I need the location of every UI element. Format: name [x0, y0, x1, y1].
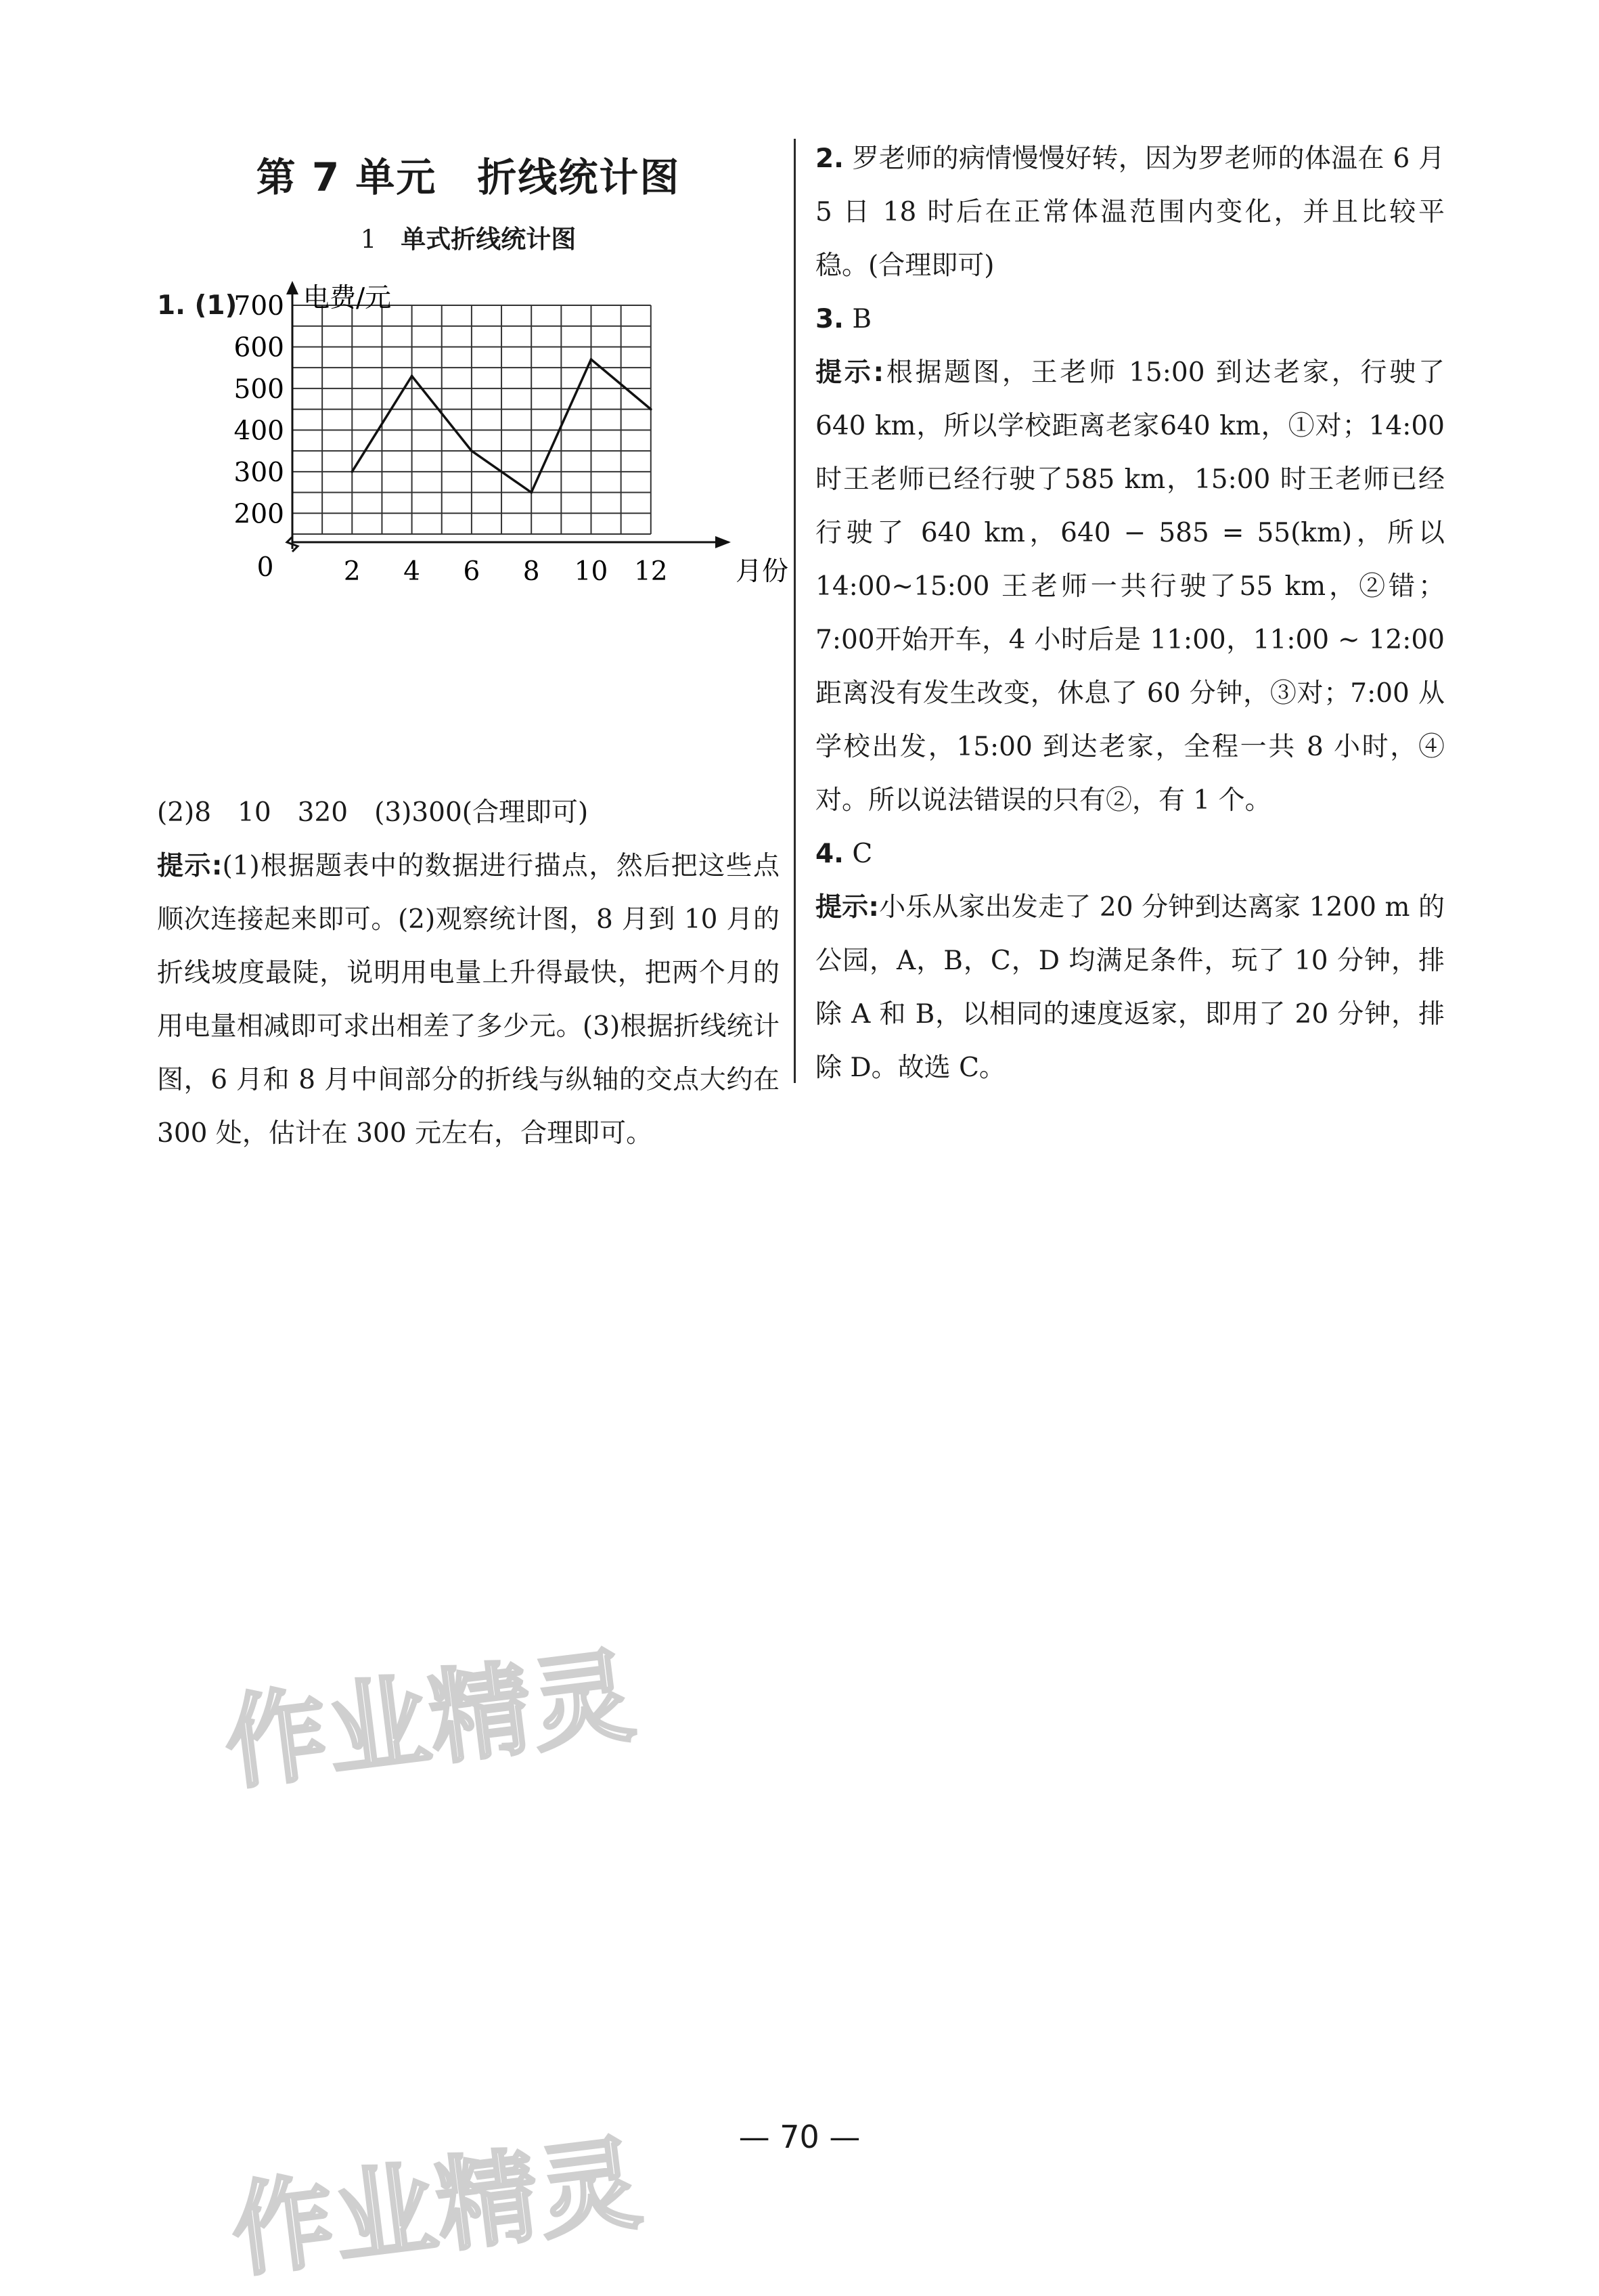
data-point — [530, 491, 533, 494]
question-4-number: 4. — [815, 839, 844, 869]
right-column — [815, 132, 1445, 1095]
data-point — [411, 375, 413, 378]
y-axis-arrow — [286, 281, 298, 294]
x-tick-label: 6 — [463, 556, 480, 587]
y-tick-label: 300 — [233, 457, 284, 488]
question-3 — [815, 292, 1445, 346]
left-column — [157, 132, 789, 1160]
data-point — [351, 470, 354, 473]
question-3-hint — [815, 346, 1445, 827]
hint-label: 提示: — [157, 851, 223, 881]
watermark: 作业精灵 — [225, 2124, 649, 2292]
line-chart — [157, 271, 789, 590]
x-tick-label: 12 — [633, 556, 668, 587]
unit-title: 第 7 单元 折线统计图 — [256, 154, 681, 200]
hint-label: 提示: — [815, 357, 884, 388]
x-tick-label: 10 — [574, 556, 608, 587]
y-axis-label: 电费/元 — [303, 283, 392, 313]
data-point — [590, 358, 593, 361]
section-title — [157, 219, 780, 259]
section-number: 1 — [360, 225, 377, 254]
data-point — [470, 449, 473, 452]
y-tick-label: 600 — [233, 332, 284, 363]
question-3-number: 3. — [815, 304, 844, 334]
question-1-chart-block — [157, 271, 789, 786]
x-axis-arrow — [715, 536, 731, 548]
question-1-label: 1. (1) — [157, 290, 238, 321]
hint-label: 提示: — [815, 892, 879, 923]
data-point — [650, 408, 652, 411]
y-tick-label: 700 — [233, 291, 284, 322]
y-tick-label: 200 — [233, 499, 284, 530]
question-4-answer: C — [852, 839, 873, 869]
question-4-hint — [815, 881, 1445, 1095]
x-tick-label: 4 — [403, 556, 421, 587]
question-2 — [815, 132, 1445, 292]
section-title-text: 单式折线统计图 — [401, 225, 577, 254]
question-4 — [815, 827, 1445, 881]
question-1-answers: (2)8 10 320 (3)300(合理即可) — [157, 797, 589, 828]
watermark: 作业精灵 — [219, 1637, 642, 1805]
x-tick-label: 8 — [522, 556, 540, 587]
question-1-hint — [157, 839, 780, 1160]
column-divider — [794, 139, 796, 1083]
x-axis-label: 月份 — [736, 556, 789, 587]
y-tick-label: 500 — [233, 374, 284, 405]
origin-label: 0 — [256, 552, 274, 583]
x-tick-label: 2 — [343, 556, 361, 587]
question-2-text: 罗老师的病情慢慢好转，因为罗老师的体温在 6 月 5 日 18 时后在正常体温范围内变化，并且比较平稳。(合理即可) — [815, 144, 1445, 281]
y-tick-label: 400 — [233, 416, 284, 447]
question-1-hint-text: (1)根据题表中的数据进行描点，然后把这些点顺次连接起来即可。(2)观察统计图，8 月到 10 月的折线坡度最陡，说明用电量上升得最快，把两个月的用电量相减即可求出相差了多少元。(3)根据折线统计图，6 月和 8 月中间部分的折线与纵轴的交点大约在 300 处，估计在 300 元左右，合理即可。 — [157, 851, 780, 1149]
question-3-answer: B — [852, 304, 872, 334]
question-2-number: 2. — [815, 144, 844, 174]
question-3-hint-text: 根据题图，王老师 15:00 到达老家，行驶了 640 km，所以学校距离老家640 km，①对；14:00 时王老师已经行驶了585 km，15:00 时王老师已经行驶了 640 km，640 − 585 = 55(km)，所以 14:00~15:00 王老师一共行驶了55 km，②错；7:00开始开车，4 小时后是 11:00，11:00 ~ 12:00 距离没有发生改变，休息了 60 分钟，③对；7:00 从学校出发，15:00 到达老家，全程一共 8 小时，④对。所以说法错误的只有②，有 1 个。 — [815, 357, 1445, 816]
page-number: — 70 — — [738, 2119, 861, 2155]
question-4-hint-text: 小乐从家出发走了 20 分钟到达离家 1200 m 的公园，A，B，C，D 均满足条件，玩了 10 分钟，排除 A 和 B，以相同的速度返家，即用了 20 分钟，排除 D。故选 C。 — [815, 892, 1445, 1083]
